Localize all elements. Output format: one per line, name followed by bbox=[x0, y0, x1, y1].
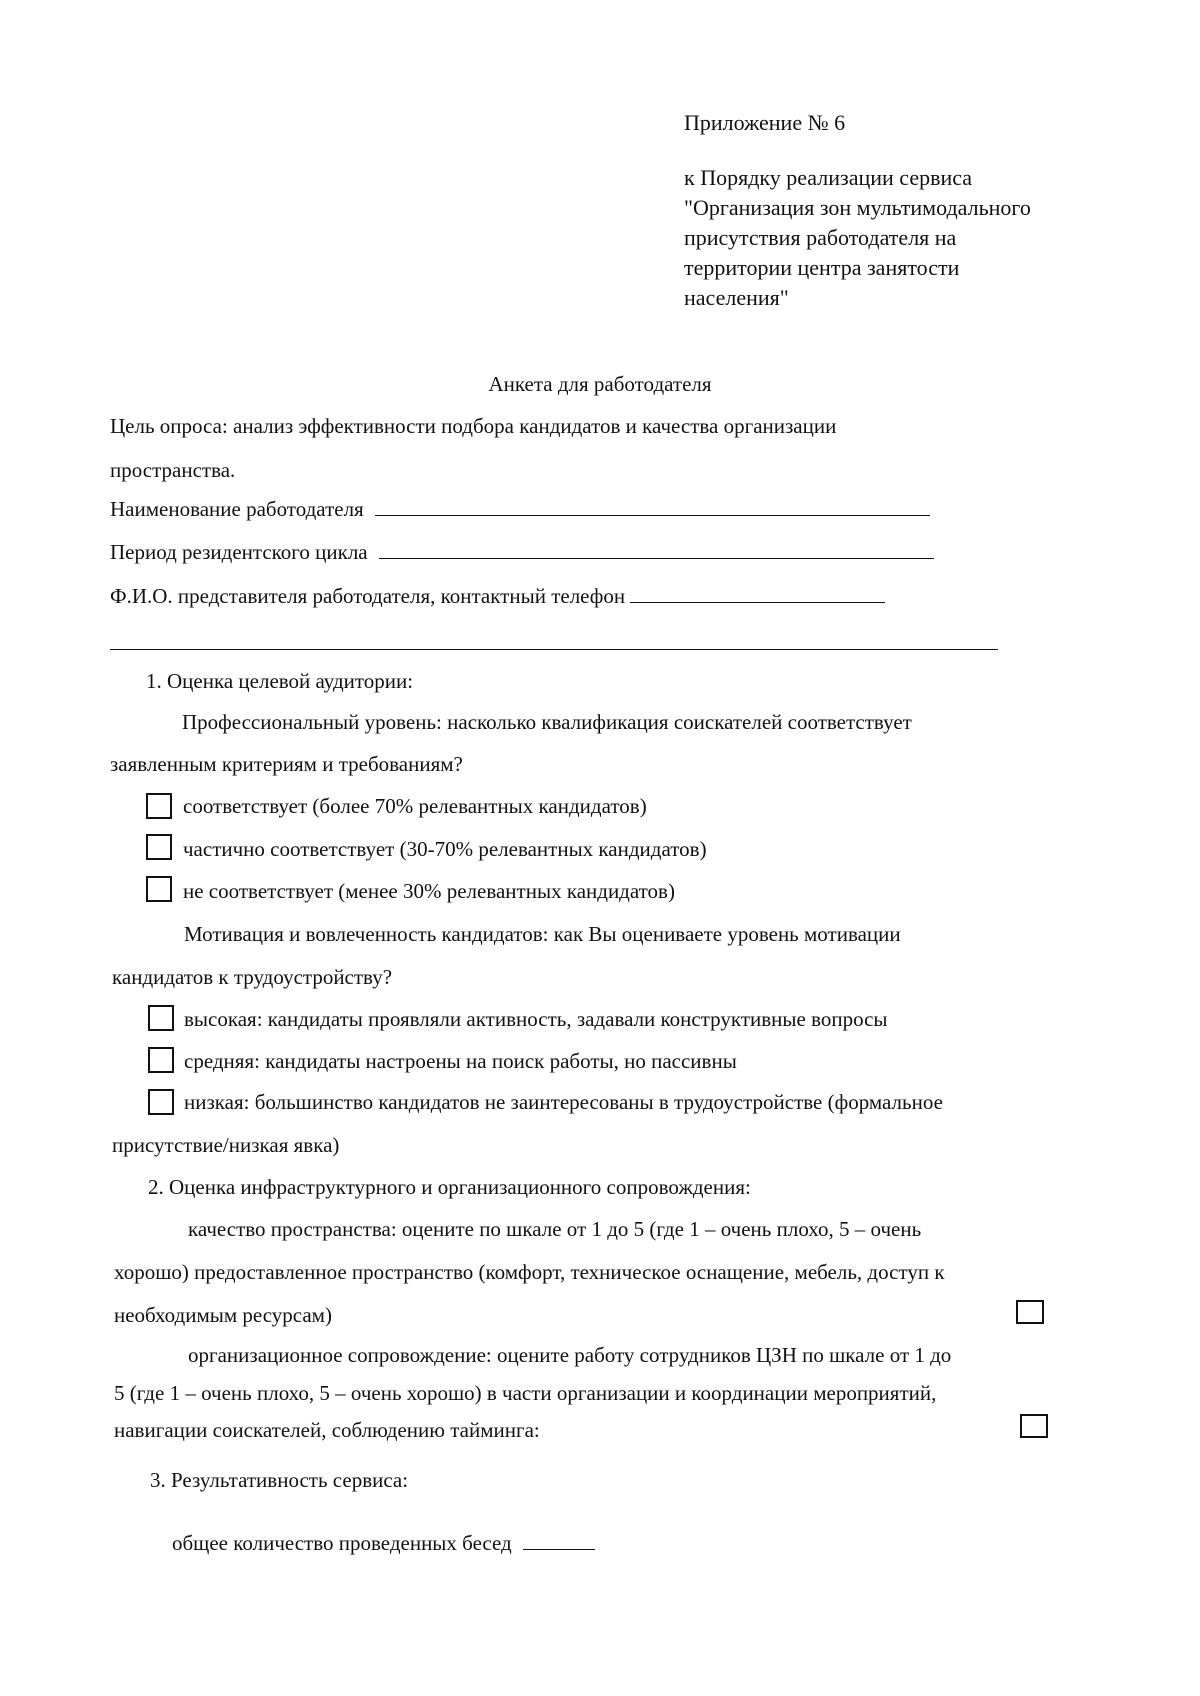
checkbox-q2-option-1[interactable] bbox=[148, 1005, 174, 1031]
space-quality-line: необходимым ресурсам) bbox=[114, 1303, 332, 1327]
question-2-line: кандидатов к трудоустройству? bbox=[112, 965, 393, 989]
form-title: Анкета для работодателя bbox=[488, 372, 712, 396]
appendix-subtitle-line: к Порядку реализации сервиса bbox=[684, 165, 973, 190]
q1-option-3-label: не соответствует (менее 30% релевантных кандидатов) bbox=[183, 879, 675, 903]
appendix-subtitle-line: "Организация зон мультимодального bbox=[684, 195, 1031, 220]
checkbox-q1-option-2[interactable] bbox=[146, 834, 172, 860]
section-3-heading: 3. Результативность сервиса: bbox=[150, 1468, 409, 1492]
org-support-line: навигации соискателей, соблюдению тайминга: bbox=[114, 1418, 540, 1442]
checkbox-q1-option-1[interactable] bbox=[146, 793, 172, 819]
employer-name-label: Наименование работодателя bbox=[110, 497, 364, 521]
q2-option-1-label: высокая: кандидаты проявляли активность, задавали конструктивные вопросы bbox=[184, 1007, 888, 1031]
q2-option-3-label: низкая: большинство кандидатов не заинтересованы в трудоустройстве (формальное bbox=[184, 1090, 943, 1114]
contact-label: Ф.И.О. представителя работодателя, контактный телефон bbox=[110, 584, 626, 608]
section-1-heading: 1. Оценка целевой аудитории: bbox=[146, 669, 414, 693]
conversations-count-input-line[interactable] bbox=[523, 1531, 595, 1550]
contact-input-line[interactable] bbox=[630, 584, 885, 603]
q2-option-3-label-continuation: присутствие/низкая явка) bbox=[112, 1133, 340, 1157]
org-support-line: организационное сопровождение: оцените работу сотрудников ЦЗН по шкале от 1 до bbox=[188, 1343, 952, 1367]
q1-option-2-label: частично соответствует (30-70% релевантных кандидатов) bbox=[183, 837, 707, 861]
q1-option-1-label: соответствует (более 70% релевантных кандидатов) bbox=[183, 794, 647, 818]
appendix-subtitle-line: территории центра занятости bbox=[684, 255, 960, 280]
org-support-line: 5 (где 1 – очень плохо, 5 – очень хорошо) в части организации и координации мероприятий, bbox=[114, 1381, 937, 1405]
appendix-subtitle-line: присутствия работодателя на bbox=[684, 225, 957, 250]
contact-input-line-continuation[interactable] bbox=[110, 649, 998, 650]
checkbox-q2-option-3[interactable] bbox=[148, 1089, 174, 1115]
period-input-line[interactable] bbox=[379, 540, 934, 559]
survey-purpose-line: пространства. bbox=[110, 458, 236, 482]
checkbox-q2-option-2[interactable] bbox=[148, 1047, 174, 1073]
survey-purpose-line: Цель опроса: анализ эффективности подбора кандидатов и качества организации bbox=[110, 414, 837, 438]
question-1-line: Профессиональный уровень: насколько квалификация соискателей соответствует bbox=[182, 710, 912, 734]
q2-option-2-label: средняя: кандидаты настроены на поиск работы, но пассивны bbox=[184, 1049, 737, 1073]
appendix-number: Приложение № 6 bbox=[684, 110, 846, 135]
period-field-row bbox=[110, 540, 934, 565]
period-label: Период резидентского цикла bbox=[110, 540, 368, 564]
org-support-score-box[interactable] bbox=[1020, 1414, 1048, 1438]
checkbox-q1-option-3[interactable] bbox=[146, 876, 172, 902]
contact-field-row bbox=[110, 584, 885, 609]
conversations-count-label: общее количество проведенных бесед bbox=[172, 1531, 512, 1555]
appendix-subtitle-line: населения" bbox=[684, 285, 789, 310]
question-1-line: заявленным критериям и требованиям? bbox=[110, 752, 463, 776]
section-2-heading: 2. Оценка инфраструктурного и организационного сопровождения: bbox=[148, 1175, 751, 1199]
employer-name-field-row bbox=[110, 497, 930, 522]
employer-name-input-line[interactable] bbox=[375, 497, 930, 516]
space-quality-line: качество пространства: оцените по шкале от 1 до 5 (где 1 – очень плохо, 5 – очень bbox=[188, 1217, 922, 1241]
space-quality-score-box[interactable] bbox=[1016, 1300, 1044, 1324]
conversations-count-row bbox=[172, 1531, 595, 1556]
appendix-subtitle bbox=[684, 163, 1031, 313]
space-quality-line: хорошо) предоставленное пространство (комфорт, техническое оснащение, мебель, доступ к bbox=[114, 1260, 945, 1284]
question-2-line: Мотивация и вовлеченность кандидатов: как Вы оцениваете уровень мотивации bbox=[184, 922, 901, 946]
